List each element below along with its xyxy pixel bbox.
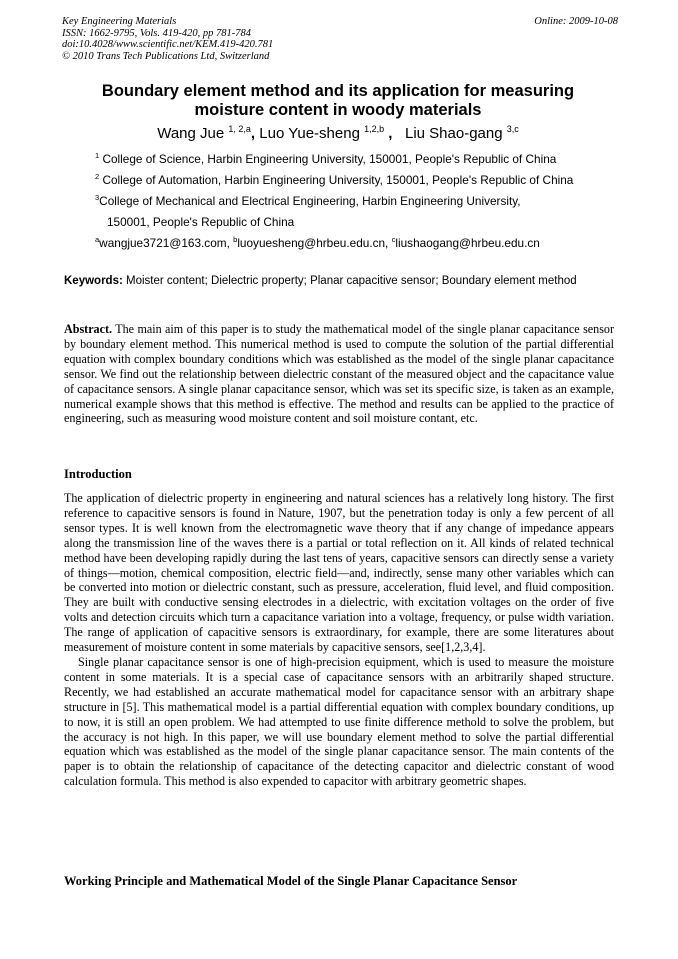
author-name: Liu Shao-gang xyxy=(404,125,503,142)
introduction-paragraph-2: Single planar capacitance sensor is one of high-precision equipment, which is used to measure the moisture content in some materials. It is a special case of capacitance sensors with an arbitrarily shaped structure. Recently, we had established an accurate mathematical model for capacitance sensor with an arbitrary shape structure in [5]. This mathematical model is a partial differential equation with complex boundary conditions, up to now, it is still an open problem. We had attempted to use finite difference methold to solve the problem, but the accuracy is not high. In this paper, we will use boundary element method to solve the partial differential equation which was established as the model of the single planar capacitance sensor. The main contents of the paper is to obtain the relationship of capacitance of the detecting capacitor and dielectric constant of wood calculation formula. This method is also expended to capacitor with arbitrary geometric shapes. xyxy=(64,654,614,789)
introduction-paragraph-1: The application of dielectric property in engineering and natural sciences has a relatively long history. The first reference to capacitive sensors is found in Nature, 1907, but the penetration today is only a few percent of all sensor types. It is well known from the electromagnetic wave theory that if any change of impedance appears along the transmission line of the waves there is a partial or total reflection on it. All kinds of related technical method have been developing rapidly during the last tens of years, capacitive sensors can directly sense a variety of things—motion, chemical composition, electric field—and, indirectly, sense many other variables which can be converted into motion or dielectric constant, such as pressure, acceleration, fluid level, and fluid composition. They are built with conductive sensing electrodes in a dielectric, with excitation voltages on the order of five volts and detection circuits which turn a capacitance variation into a voltage, frequency, or pulse width variation. The range of application of capacitive sensors is extraordinary, for example, there are some literatures about measurement of moisture content in some materials by capacitive sensors, see[1,2,3,4]. xyxy=(64,491,614,655)
author-sup: 1,2,b xyxy=(364,124,385,134)
affiliation-1 xyxy=(95,152,556,166)
journal-doi: doi:10.4028/www.scientific.net/KEM.419-420.781 xyxy=(62,39,274,50)
email-sup: a xyxy=(95,235,100,245)
affiliation-3 xyxy=(95,194,521,208)
affiliation-sup: 1 xyxy=(95,151,100,161)
journal-header xyxy=(62,16,618,62)
paper-title xyxy=(62,82,614,120)
affiliation-2 xyxy=(95,173,573,187)
affiliation-text: College of Automation, Harbin Engineering University, 150001, People's Republic of China xyxy=(102,173,574,187)
section-heading-introduction: Introduction xyxy=(64,467,132,481)
journal-copyright: © 2010 Trans Tech Publications Ltd, Switzerland xyxy=(62,50,270,62)
email-line xyxy=(95,236,540,250)
email-link[interactable]: luoyuesheng@hrbeu.edu.cn, xyxy=(237,236,389,250)
abstract-text: The main aim of this paper is to study the mathematical model of the single planar capacitance sensor by boundary element method. This numerical method is used to compute the solution of the partial differential equation with complex boundary conditions which was established as the model of the single planar capacitance sensor. We find out the relationship between dielectric constant of the measured object and the capacitance value of capacitance sensors. A single planar capacitance sensor, which was set its specific size, is taken as an example, numerical example shows that this method is effective. The method and results can be applied to the practice of engineering, such as measuring wood moisture content and soil moisture contant, etc. xyxy=(64,322,614,426)
affiliation-3-continued xyxy=(107,215,294,229)
title-line-2: moisture content in woody materials xyxy=(194,101,482,119)
online-date: Online: 2009-10-08 xyxy=(534,16,618,27)
affiliation-text: College of Mechanical and Electrical Engineering, Harbin Engineering University, xyxy=(99,194,521,208)
section-heading-working-principle: Working Principle and Mathematical Model of the Single Planar Capacitance Sensor xyxy=(64,874,518,888)
author-sup: 1, 2,a xyxy=(228,124,251,134)
introduction-body xyxy=(64,491,614,789)
journal-issn: ISSN: 1662-9795, Vols. 419-420, pp 781-784 xyxy=(62,27,251,39)
affiliation-sup: 2 xyxy=(95,172,100,182)
abstract-label: Abstract. xyxy=(64,322,113,336)
keywords-text: Moister content; Dielectric property; Planar capacitive sensor; Boundary element method xyxy=(126,275,577,287)
author-name: Wang Jue xyxy=(157,125,225,142)
keywords xyxy=(64,274,616,288)
author-name: Luo Yue-sheng xyxy=(259,125,360,142)
email-sup: c xyxy=(391,235,396,245)
email-link[interactable]: wangjue3721@163.com, xyxy=(99,236,230,250)
author-sup: 3,c xyxy=(506,124,519,134)
affiliation-text: 150001, People's Republic of China xyxy=(107,215,295,229)
affiliation-text: College of Science, Harbin Engineering University, 150001, People's Republic of China xyxy=(102,152,557,166)
author-list: Wang Jue $^{1, 2,a}$, Luo Yue-sheng $^{1,2,b}$ , Liu Shao-gang $^{3,c}$ xyxy=(157,124,519,142)
email-sup: b xyxy=(233,235,238,245)
title-line-1: Boundary element method and its application for measuring xyxy=(101,82,575,100)
keywords-label: Keywords: xyxy=(64,275,123,287)
abstract xyxy=(64,322,614,426)
journal-name: Key Engineering Materials xyxy=(62,16,177,27)
affiliation-sup: 3 xyxy=(95,193,100,203)
email-link[interactable]: liushaogang@hrbeu.edu.cn xyxy=(395,236,540,250)
